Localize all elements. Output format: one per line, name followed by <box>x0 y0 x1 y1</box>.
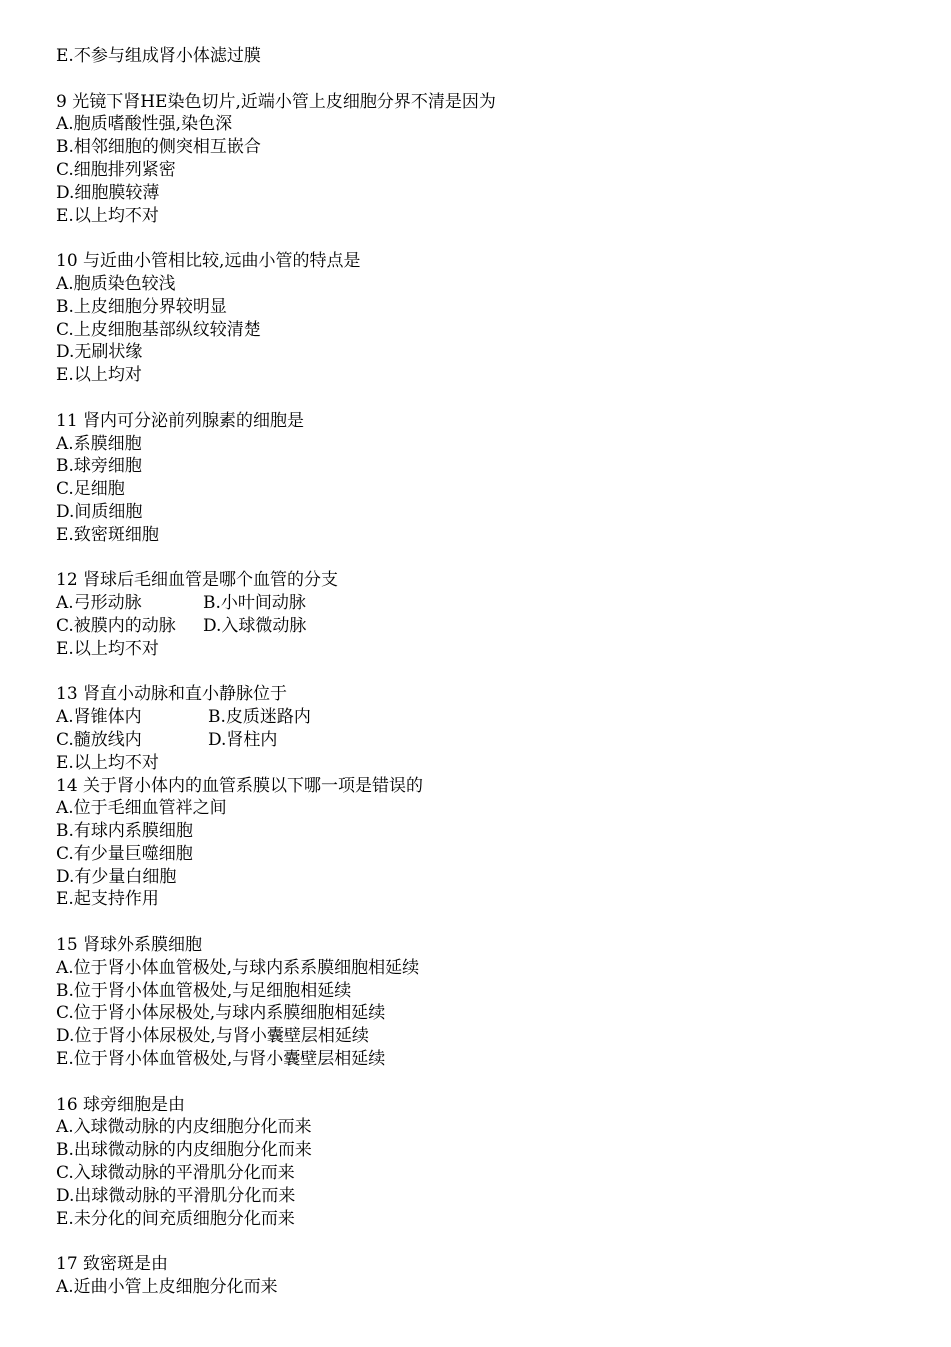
q9-option-c: C.细胞排列紧密 <box>56 159 176 180</box>
q13-options-row-1 <box>56 706 916 729</box>
q10-option-c: C.上皮细胞基部纵纹较清楚 <box>56 319 261 340</box>
document-page <box>56 45 916 1299</box>
q14-option-e: E.起支持作用 <box>56 889 159 910</box>
q8-option-e: E.不参与组成肾小体滤过膜 <box>56 46 261 66</box>
spacer <box>56 1230 916 1253</box>
spacer <box>56 68 916 91</box>
q12-options-row-1 <box>56 592 916 615</box>
q12-option-a: A.弓形动脉 <box>56 593 142 614</box>
q16-option-a: A.入球微动脉的内皮细胞分化而来 <box>56 1117 312 1138</box>
q16-option-e: E.未分化的间充质细胞分化而来 <box>56 1208 295 1229</box>
q13-options-row-2 <box>56 729 916 752</box>
spacer <box>56 387 916 410</box>
q9-option-a: A.胞质嗜酸性强,染色深 <box>56 114 233 135</box>
q13-option-c: C.髓放线内 <box>56 729 142 750</box>
q13-option-d: D.肾柱内 <box>208 729 278 750</box>
q17-option-a: A.近曲小管上皮细胞分化而来 <box>56 1277 278 1298</box>
q9-option-e: E.以上均不对 <box>56 205 159 226</box>
q14-option-c: C.有少量巨噬细胞 <box>56 843 193 864</box>
q12-option-e: E.以上均不对 <box>56 638 159 659</box>
q11-option-d: D.间质细胞 <box>56 501 143 522</box>
q16-option-c: C.入球微动脉的平滑肌分化而来 <box>56 1163 295 1184</box>
spacer <box>56 911 916 934</box>
q11-option-a: A.系膜细胞 <box>56 433 142 454</box>
q14-option-d: D.有少量白细胞 <box>56 866 177 887</box>
q15-option-b: B.位于肾小体血管极处,与足细胞相延续 <box>56 980 352 1001</box>
q12-stem: 12 肾球后毛细血管是哪个血管的分支 <box>56 570 339 591</box>
q10-option-b: B.上皮细胞分界较明显 <box>56 296 227 317</box>
q15-option-c: C.位于肾小体尿极处,与球内系膜细胞相延续 <box>56 1003 386 1024</box>
spacer <box>56 547 916 570</box>
q11-stem: 11 肾内可分泌前列腺素的细胞是 <box>56 410 305 431</box>
q11-option-e: E.致密斑细胞 <box>56 524 159 545</box>
q14-option-a: A.位于毛细血管袢之间 <box>56 798 227 819</box>
q9-stem: 9 光镜下肾HE染色切片,近端小管上皮细胞分界不清是因为 <box>56 91 496 112</box>
spacer <box>56 1071 916 1094</box>
q14-stem: 14 关于肾小体内的血管系膜以下哪一项是错误的 <box>56 775 424 796</box>
q17-stem: 17 致密斑是由 <box>56 1254 169 1275</box>
q9-option-b: B.相邻细胞的侧突相互嵌合 <box>56 137 261 158</box>
q9-option-d: D.细胞膜较薄 <box>56 182 160 203</box>
q10-option-a: A.胞质染色较浅 <box>56 273 176 294</box>
q12-options-row-2 <box>56 615 916 638</box>
q16-option-d: D.出球微动脉的平滑肌分化而来 <box>56 1185 296 1206</box>
q12-option-d: D.入球微动脉 <box>203 615 307 636</box>
q15-option-a: A.位于肾小体血管极处,与球内系系膜细胞相延续 <box>56 957 420 978</box>
q15-option-e: E.位于肾小体血管极处,与肾小囊壁层相延续 <box>56 1049 386 1070</box>
spacer <box>56 661 916 684</box>
q13-stem: 13 肾直小动脉和直小静脉位于 <box>56 684 288 705</box>
q16-option-b: B.出球微动脉的内皮细胞分化而来 <box>56 1140 312 1161</box>
q15-option-d: D.位于肾小体尿极处,与肾小囊壁层相延续 <box>56 1026 369 1047</box>
q13-option-e: E.以上均不对 <box>56 752 159 773</box>
q15-stem: 15 肾球外系膜细胞 <box>56 935 203 956</box>
q10-option-e: E.以上均对 <box>56 365 142 386</box>
q13-option-b: B.皮质迷路内 <box>208 707 311 728</box>
q12-option-b: B.小叶间动脉 <box>203 593 306 614</box>
spacer <box>56 227 916 250</box>
q10-stem: 10 与近曲小管相比较,远曲小管的特点是 <box>56 251 361 272</box>
q10-option-d: D.无刷状缘 <box>56 342 143 363</box>
q14-option-b: B.有球内系膜细胞 <box>56 821 193 842</box>
q12-option-c: C.被膜内的动脉 <box>56 615 176 636</box>
q11-option-b: B.球旁细胞 <box>56 456 142 477</box>
q16-stem: 16 球旁细胞是由 <box>56 1094 186 1115</box>
q11-option-c: C.足细胞 <box>56 479 125 500</box>
q13-option-a: A.肾锥体内 <box>56 707 142 728</box>
